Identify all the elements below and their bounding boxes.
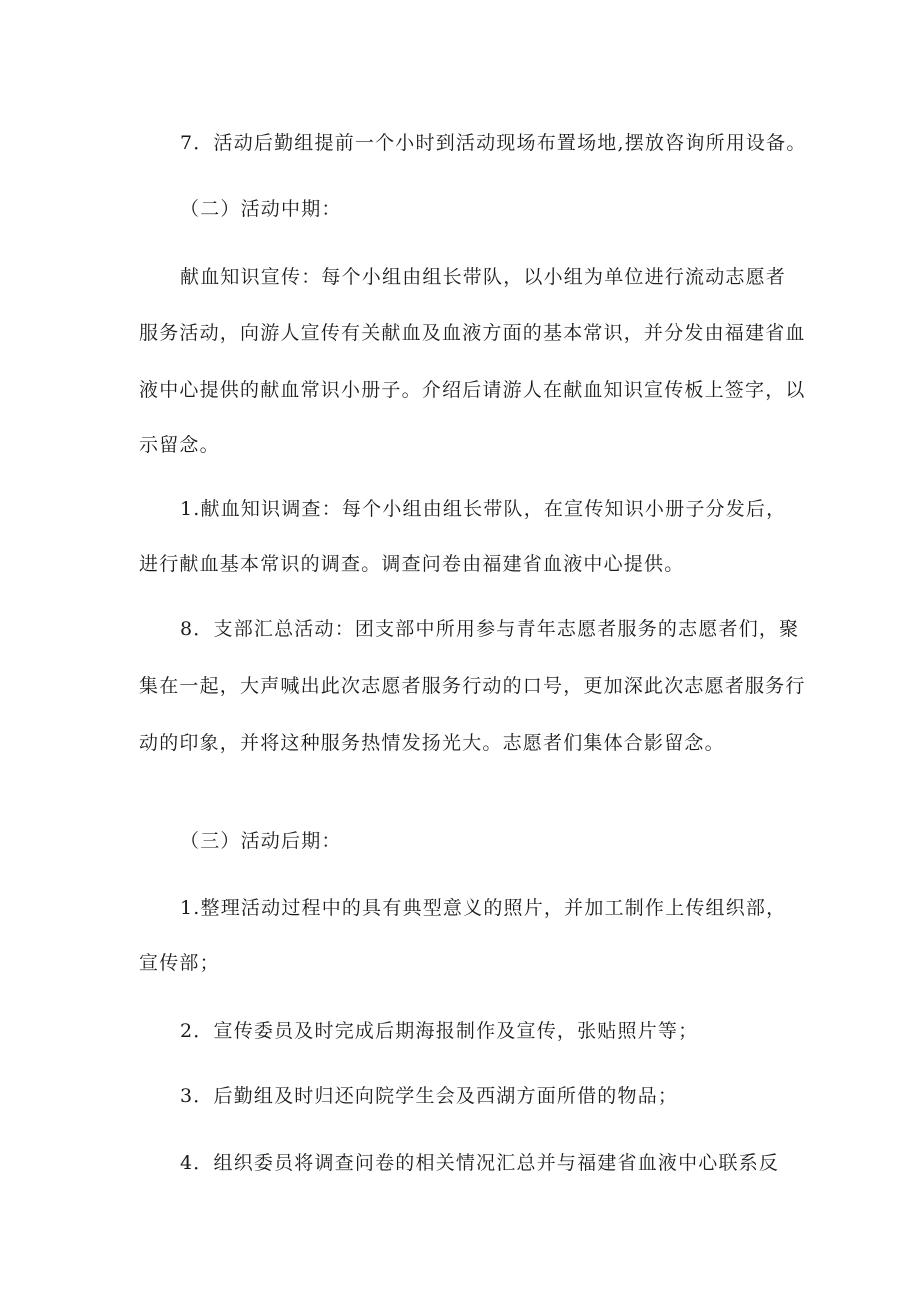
paragraph-line: 服务活动，向游人宣传有关献血及血液方面的基本常识，并分发由福建省血 [139,322,806,344]
paragraph-line: 1.献血知识调查：每个小组由组长带队，在宣传知识小册子分发后， [180,498,787,520]
list-item: 3．后勤组及时归还向院学生会及西湖方面所借的物品； [180,1085,679,1107]
paragraph-line: 献血知识宣传：每个小组由组长带队，以小组为单位进行流动志愿者 [180,266,787,288]
paragraph-line: 集在一起，大声喊出此次志愿者服务行动的口号，更加深此次志愿者服务行 [139,675,806,697]
section-heading-mid-phase: （二）活动中期： [180,198,342,220]
paragraph-line: 动的印象，并将这种服务热情发扬光大。志愿者们集体合影留念。 [139,732,725,754]
paragraph-line: 宣传部； [139,952,220,974]
paragraph-line: 示留念。 [139,434,220,456]
paragraph-line: 液中心提供的献血常识小册子。介绍后请游人在献血知识宣传板上签字，以 [139,379,806,401]
paragraph-line: 进行献血基本常识的调查。调查问卷由福建省血液中心提供。 [139,553,685,575]
paragraph-line: 1.整理活动过程中的具有典型意义的照片，并加工制作上传组织部， [180,897,787,919]
paragraph-line: 8．支部汇总活动：团支部中所用参与青年志愿者服务的志愿者们，聚 [180,618,800,640]
section-heading-post-phase: （三）活动后期： [180,830,342,852]
list-item: 2．宣传委员及时完成后期海报制作及宣传，张贴照片等； [180,1020,699,1042]
paragraph-item-7: 7．活动后勤组提前一个小时到活动现场布置场地,摆放咨询所用设备。 [180,132,807,154]
list-item: 4．组织委员将调查问卷的相关情况汇总并与福建省血液中心联系反 [180,1152,780,1174]
